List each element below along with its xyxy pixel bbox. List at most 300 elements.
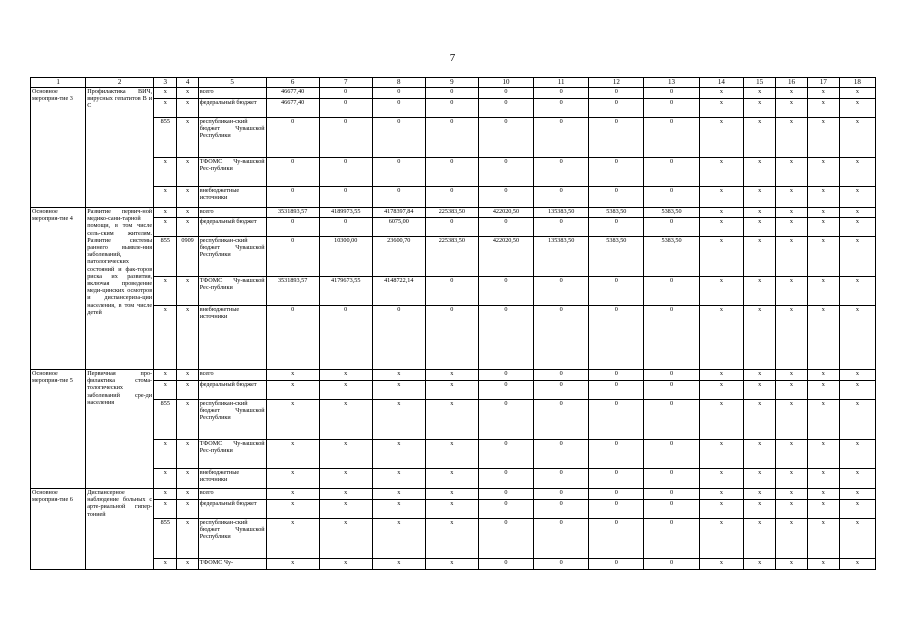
value-cell: х xyxy=(744,400,776,440)
value-cell: х xyxy=(319,559,372,570)
value-cell: 0 xyxy=(372,99,425,118)
value-cell: х xyxy=(699,370,744,381)
value-cell: 0 xyxy=(534,381,589,400)
code-cell: х xyxy=(154,370,177,381)
funding-source: внебюджетные источники xyxy=(198,187,266,208)
value-cell: 0 xyxy=(644,306,699,370)
code-cell: х xyxy=(177,559,198,570)
value-cell: х xyxy=(699,237,744,277)
table-row xyxy=(31,118,876,158)
value-cell: х xyxy=(266,381,319,400)
funding-source: внебюджетные источники xyxy=(198,469,266,489)
value-cell: 0 xyxy=(372,306,425,370)
value-cell: 3531893,57 xyxy=(266,277,319,306)
value-cell: 0 xyxy=(534,118,589,158)
value-cell: х xyxy=(807,519,839,559)
value-cell: х xyxy=(372,469,425,489)
value-cell: х xyxy=(425,440,478,469)
value-cell: х xyxy=(425,381,478,400)
value-cell: 0 xyxy=(425,218,478,237)
code-cell: х xyxy=(154,489,177,500)
table-row xyxy=(31,208,876,218)
header-cell: 5 xyxy=(198,78,266,88)
table-row xyxy=(31,559,876,570)
value-cell: х xyxy=(839,381,875,400)
header-cell: 17 xyxy=(807,78,839,88)
value-cell: 0 xyxy=(534,99,589,118)
value-cell: х xyxy=(839,519,875,559)
header-cell: 14 xyxy=(699,78,744,88)
code-cell: х xyxy=(177,208,198,218)
code-cell: 855 xyxy=(154,237,177,277)
value-cell: 0 xyxy=(534,519,589,559)
page-number: 7 xyxy=(449,52,456,64)
value-cell: х xyxy=(839,370,875,381)
value-cell: 0 xyxy=(478,370,533,381)
funding-source: всего xyxy=(198,88,266,99)
budget-table xyxy=(30,77,876,570)
value-cell: 4179673,55 xyxy=(319,277,372,306)
value-cell: 0 xyxy=(644,99,699,118)
value-cell: 0 xyxy=(644,218,699,237)
value-cell: х xyxy=(699,559,744,570)
code-cell: х xyxy=(154,218,177,237)
header-cell: 10 xyxy=(478,78,533,88)
value-cell: 0 xyxy=(589,370,644,381)
funding-source: республикан-ский бюджет Чувашской Республики xyxy=(198,118,266,158)
code-cell: х xyxy=(177,88,198,99)
value-cell: 225383,50 xyxy=(425,208,478,218)
value-cell: 0 xyxy=(644,440,699,469)
value-cell: 0 xyxy=(534,306,589,370)
funding-source: внебюджетные источники xyxy=(198,306,266,370)
value-cell: 0 xyxy=(644,489,699,500)
code-cell: х xyxy=(154,99,177,118)
value-cell: 5383,50 xyxy=(589,208,644,218)
value-cell: х xyxy=(776,370,808,381)
value-cell: 0 xyxy=(589,489,644,500)
value-cell: х xyxy=(839,88,875,99)
table-row xyxy=(31,277,876,306)
value-cell: 0 xyxy=(589,118,644,158)
value-cell: х xyxy=(319,440,372,469)
header-cell: 6 xyxy=(266,78,319,88)
value-cell: 5383,50 xyxy=(644,237,699,277)
value-cell: 0 xyxy=(319,306,372,370)
value-cell: 0 xyxy=(644,381,699,400)
value-cell: х xyxy=(744,218,776,237)
code-cell: х xyxy=(154,500,177,519)
value-cell: 0 xyxy=(425,88,478,99)
code-cell: х xyxy=(177,519,198,559)
value-cell: х xyxy=(807,306,839,370)
value-cell: х xyxy=(807,208,839,218)
value-cell: 0 xyxy=(589,99,644,118)
value-cell: 0 xyxy=(589,187,644,208)
value-cell: х xyxy=(776,218,808,237)
value-cell: х xyxy=(776,519,808,559)
value-cell: х xyxy=(319,381,372,400)
value-cell: 4178397,84 xyxy=(372,208,425,218)
value-cell: х xyxy=(372,440,425,469)
value-cell: х xyxy=(699,88,744,99)
value-cell: 0 xyxy=(534,469,589,489)
header-cell: 1 xyxy=(31,78,86,88)
value-cell: 0 xyxy=(478,489,533,500)
code-cell: х xyxy=(154,88,177,99)
funding-source: федеральный бюджет xyxy=(198,99,266,118)
value-cell: х xyxy=(744,277,776,306)
table-row xyxy=(31,306,876,370)
value-cell: 0 xyxy=(644,118,699,158)
funding-source: ТФОМС Чу-вашской Рес-публики xyxy=(198,277,266,306)
value-cell: х xyxy=(699,381,744,400)
value-cell: 135383,50 xyxy=(534,208,589,218)
value-cell: 0 xyxy=(589,158,644,187)
value-cell: х xyxy=(839,277,875,306)
value-cell: 0 xyxy=(534,187,589,208)
value-cell: 0 xyxy=(534,440,589,469)
value-cell: х xyxy=(699,519,744,559)
code-cell: 855 xyxy=(154,118,177,158)
header-row xyxy=(31,78,876,88)
value-cell: х xyxy=(699,440,744,469)
value-cell: х xyxy=(372,489,425,500)
funding-source: республикан-ский бюджет Чувашской Республики xyxy=(198,519,266,559)
value-cell: 0 xyxy=(589,559,644,570)
value-cell: 0 xyxy=(589,469,644,489)
value-cell: х xyxy=(699,489,744,500)
code-cell: х xyxy=(177,218,198,237)
value-cell: 10300,00 xyxy=(319,237,372,277)
value-cell: 0 xyxy=(589,218,644,237)
value-cell: х xyxy=(744,208,776,218)
value-cell: 0 xyxy=(425,99,478,118)
funding-source: федеральный бюджет xyxy=(198,500,266,519)
header-cell: 16 xyxy=(776,78,808,88)
table-row xyxy=(31,500,876,519)
value-cell: 0 xyxy=(478,277,533,306)
value-cell: х xyxy=(372,400,425,440)
value-cell: х xyxy=(744,370,776,381)
value-cell: 0 xyxy=(589,277,644,306)
code-cell: х xyxy=(154,187,177,208)
code-cell: х xyxy=(177,99,198,118)
value-cell: 0 xyxy=(478,519,533,559)
value-cell: 46677,40 xyxy=(266,88,319,99)
table-row xyxy=(31,218,876,237)
value-cell: х xyxy=(807,440,839,469)
header-cell: 11 xyxy=(534,78,589,88)
value-cell: х xyxy=(744,118,776,158)
funding-source: всего xyxy=(198,208,266,218)
value-cell: 0 xyxy=(534,500,589,519)
value-cell: х xyxy=(839,158,875,187)
value-cell: х xyxy=(699,218,744,237)
value-cell: 3531893,57 xyxy=(266,208,319,218)
value-cell: х xyxy=(319,500,372,519)
value-cell: х xyxy=(839,440,875,469)
value-cell: 0 xyxy=(478,381,533,400)
value-cell: х xyxy=(372,370,425,381)
value-cell: 0 xyxy=(644,277,699,306)
funding-source: федеральный бюджет xyxy=(198,218,266,237)
funding-source: республикан-ский бюджет Чувашской Республики xyxy=(198,400,266,440)
value-cell: х xyxy=(699,158,744,187)
code-cell: х xyxy=(154,158,177,187)
value-cell: х xyxy=(319,400,372,440)
table-row xyxy=(31,237,876,277)
table-row xyxy=(31,519,876,559)
value-cell: 0 xyxy=(534,158,589,187)
header-cell: 9 xyxy=(425,78,478,88)
value-cell: х xyxy=(744,158,776,187)
value-cell: х xyxy=(425,500,478,519)
value-cell: 4148722,14 xyxy=(372,277,425,306)
value-cell: 0 xyxy=(644,559,699,570)
value-cell: 422020,50 xyxy=(478,237,533,277)
table-row xyxy=(31,469,876,489)
value-cell: 0 xyxy=(478,469,533,489)
funding-source: всего xyxy=(198,370,266,381)
value-cell: х xyxy=(699,400,744,440)
value-cell: 0 xyxy=(372,118,425,158)
funding-source: ТФОМС Чу-вашской Рес-публики xyxy=(198,158,266,187)
value-cell: х xyxy=(425,370,478,381)
value-cell: 0 xyxy=(534,370,589,381)
value-cell: 0 xyxy=(478,440,533,469)
code-cell: х xyxy=(154,440,177,469)
value-cell: 5383,50 xyxy=(644,208,699,218)
value-cell: 0 xyxy=(319,158,372,187)
value-cell: х xyxy=(425,469,478,489)
event-name: Основное мероприя-тие 5 xyxy=(31,370,86,489)
value-cell: 0 xyxy=(589,400,644,440)
value-cell: 0 xyxy=(644,500,699,519)
value-cell: 0 xyxy=(425,306,478,370)
value-cell: 0 xyxy=(372,158,425,187)
code-cell: х xyxy=(177,500,198,519)
code-cell: х xyxy=(154,469,177,489)
code-cell: х xyxy=(177,306,198,370)
code-cell: х xyxy=(177,489,198,500)
value-cell: х xyxy=(807,559,839,570)
header-cell: 2 xyxy=(86,78,154,88)
value-cell: 0 xyxy=(266,158,319,187)
table-row xyxy=(31,187,876,208)
value-cell: х xyxy=(807,99,839,118)
value-cell: 0 xyxy=(644,519,699,559)
value-cell: х xyxy=(839,218,875,237)
value-cell: х xyxy=(425,519,478,559)
value-cell: 0 xyxy=(372,187,425,208)
value-cell: х xyxy=(699,500,744,519)
value-cell: 0 xyxy=(266,237,319,277)
value-cell: х xyxy=(776,158,808,187)
value-cell: х xyxy=(266,489,319,500)
value-cell: х xyxy=(744,381,776,400)
value-cell: 0 xyxy=(589,381,644,400)
code-cell: х xyxy=(177,381,198,400)
event-description: Развитие первич-ной медико-сани-тарной помощи, в том числе сель-ским жителям. Развитие системы раннего выявле-ния заболеваний, патологических состояний и фак-торов риска их развития, включая проведение меди-цинских осмотров и диспансериза-ции населения, в том числе детей xyxy=(86,208,154,370)
funding-source: федеральный бюджет xyxy=(198,381,266,400)
value-cell: 422020,50 xyxy=(478,208,533,218)
value-cell: х xyxy=(699,306,744,370)
table-row xyxy=(31,99,876,118)
value-cell: х xyxy=(776,277,808,306)
value-cell: х xyxy=(776,469,808,489)
value-cell: х xyxy=(839,469,875,489)
funding-source: всего xyxy=(198,489,266,500)
value-cell: х xyxy=(839,208,875,218)
value-cell: х xyxy=(776,500,808,519)
value-cell: х xyxy=(699,99,744,118)
value-cell: 0 xyxy=(266,306,319,370)
value-cell: 0 xyxy=(319,118,372,158)
value-cell: х xyxy=(807,237,839,277)
value-cell: х xyxy=(839,237,875,277)
value-cell: х xyxy=(839,99,875,118)
value-cell: х xyxy=(425,400,478,440)
value-cell: 0 xyxy=(478,118,533,158)
code-cell: 0909 xyxy=(177,237,198,277)
value-cell: х xyxy=(839,489,875,500)
value-cell: 5383,50 xyxy=(589,237,644,277)
table-row xyxy=(31,489,876,500)
code-cell: х xyxy=(177,118,198,158)
value-cell: х xyxy=(425,489,478,500)
value-cell: х xyxy=(266,500,319,519)
value-cell: х xyxy=(372,381,425,400)
value-cell: 46677,40 xyxy=(266,99,319,118)
value-cell: х xyxy=(776,559,808,570)
value-cell: х xyxy=(319,489,372,500)
code-cell: х xyxy=(177,277,198,306)
value-cell: 0 xyxy=(425,277,478,306)
value-cell: 0 xyxy=(266,187,319,208)
table-row xyxy=(31,158,876,187)
value-cell: 0 xyxy=(319,187,372,208)
value-cell: х xyxy=(839,118,875,158)
value-cell: 0 xyxy=(534,88,589,99)
table-row xyxy=(31,400,876,440)
value-cell: 0 xyxy=(589,500,644,519)
value-cell: 0 xyxy=(319,88,372,99)
value-cell: х xyxy=(807,277,839,306)
value-cell: х xyxy=(807,187,839,208)
value-cell: 0 xyxy=(425,118,478,158)
value-cell: х xyxy=(807,218,839,237)
value-cell: х xyxy=(319,370,372,381)
code-cell: х xyxy=(177,187,198,208)
value-cell: 0 xyxy=(478,500,533,519)
event-description: Профилактика ВИЧ, вирусных гепатитов В и С xyxy=(86,88,154,208)
value-cell: х xyxy=(807,469,839,489)
value-cell: 0 xyxy=(478,306,533,370)
value-cell: х xyxy=(776,187,808,208)
header-cell: 15 xyxy=(744,78,776,88)
code-cell: х xyxy=(154,381,177,400)
value-cell: х xyxy=(839,400,875,440)
value-cell: 0 xyxy=(534,489,589,500)
value-cell: х xyxy=(839,306,875,370)
value-cell: 0 xyxy=(425,187,478,208)
value-cell: х xyxy=(744,306,776,370)
value-cell: 0 xyxy=(589,306,644,370)
value-cell: х xyxy=(776,489,808,500)
value-cell: х xyxy=(372,519,425,559)
value-cell: х xyxy=(807,500,839,519)
value-cell: х xyxy=(744,469,776,489)
value-cell: х xyxy=(744,237,776,277)
event-name: Основное мероприя-тие 3 xyxy=(31,88,86,208)
value-cell: х xyxy=(776,118,808,158)
code-cell: х xyxy=(154,277,177,306)
value-cell: 0 xyxy=(644,400,699,440)
table-row xyxy=(31,88,876,99)
value-cell: х xyxy=(266,559,319,570)
value-cell: х xyxy=(266,469,319,489)
value-cell: х xyxy=(776,237,808,277)
value-cell: 23600,70 xyxy=(372,237,425,277)
value-cell: х xyxy=(839,559,875,570)
value-cell: 0 xyxy=(589,519,644,559)
value-cell: х xyxy=(744,88,776,99)
code-cell: х xyxy=(154,306,177,370)
header-cell: 12 xyxy=(589,78,644,88)
value-cell: 135383,50 xyxy=(534,237,589,277)
value-cell: х xyxy=(807,370,839,381)
value-cell: 6075,00 xyxy=(372,218,425,237)
value-cell: 0 xyxy=(266,118,319,158)
value-cell: х xyxy=(776,88,808,99)
value-cell: х xyxy=(744,187,776,208)
value-cell: 225383,50 xyxy=(425,237,478,277)
value-cell: х xyxy=(372,500,425,519)
code-cell: х xyxy=(154,208,177,218)
code-cell: х xyxy=(177,440,198,469)
value-cell: х xyxy=(744,99,776,118)
value-cell: 0 xyxy=(589,440,644,469)
value-cell: х xyxy=(319,469,372,489)
value-cell: х xyxy=(776,306,808,370)
value-cell: 0 xyxy=(478,218,533,237)
value-cell: х xyxy=(266,440,319,469)
value-cell: х xyxy=(807,400,839,440)
header-cell: 4 xyxy=(177,78,198,88)
code-cell: х xyxy=(177,469,198,489)
code-cell: х xyxy=(177,158,198,187)
value-cell: х xyxy=(776,400,808,440)
value-cell: х xyxy=(744,489,776,500)
header-cell: 18 xyxy=(839,78,875,88)
value-cell: 0 xyxy=(644,469,699,489)
value-cell: 0 xyxy=(534,218,589,237)
event-name: Основное мероприя-тие 4 xyxy=(31,208,86,370)
value-cell: 0 xyxy=(534,559,589,570)
value-cell: х xyxy=(839,187,875,208)
event-description: Диспансерное наблюдение больных с арте-риальной гипер-тонией xyxy=(86,489,154,570)
value-cell: х xyxy=(744,500,776,519)
funding-source: республикан-ский бюджет Чувашской Республики xyxy=(198,237,266,277)
header-cell: 7 xyxy=(319,78,372,88)
value-cell: 0 xyxy=(534,277,589,306)
table-row xyxy=(31,381,876,400)
code-cell: х xyxy=(154,559,177,570)
value-cell: х xyxy=(744,440,776,469)
value-cell: х xyxy=(839,500,875,519)
value-cell: 0 xyxy=(478,400,533,440)
